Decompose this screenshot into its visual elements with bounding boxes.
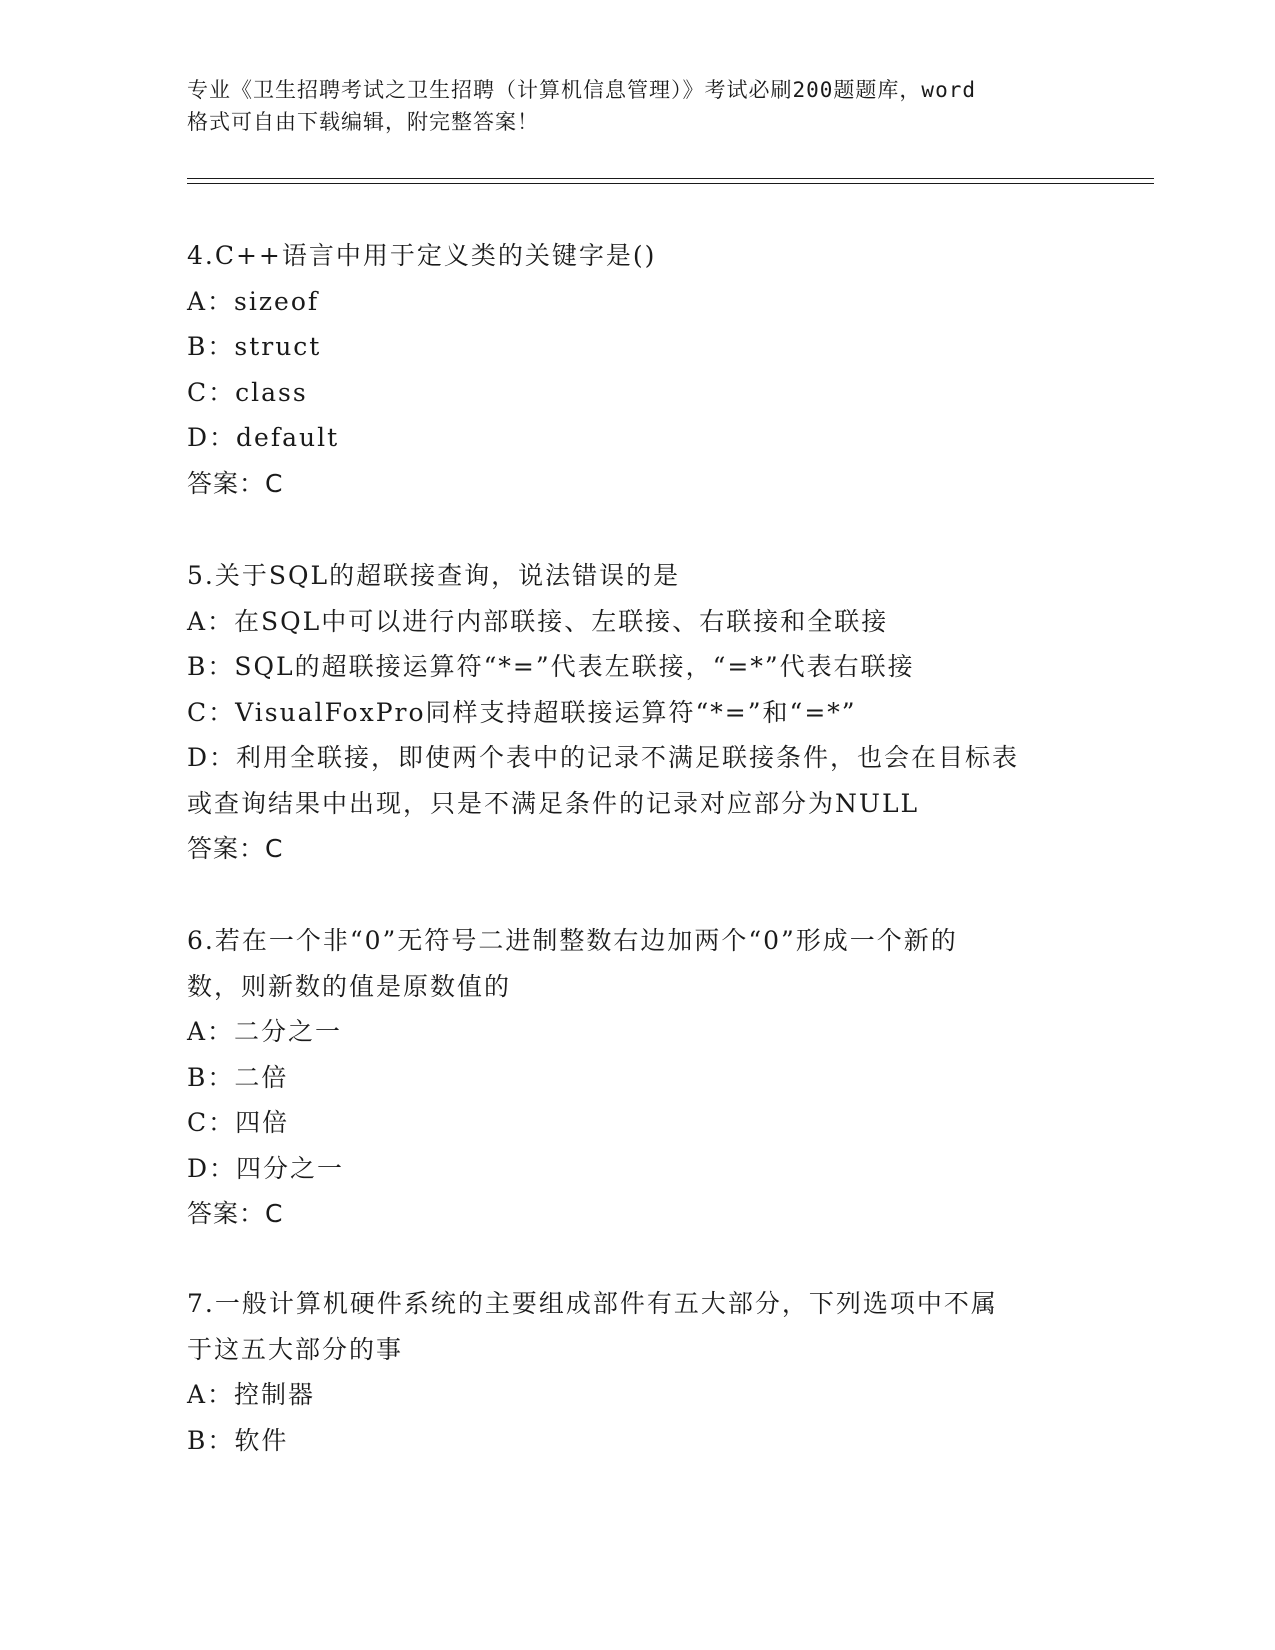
answer-label: 答案：C — [187, 468, 284, 498]
answer-label: 答案：C — [187, 834, 284, 863]
answer-label: 答案：C — [187, 1199, 284, 1228]
question-stem: 4.C++语言中用于定义类的关键字是() — [187, 241, 657, 270]
option-b: B：SQL的超联接运算符“*=”代表左联接，“=*”代表右联接 — [187, 652, 915, 681]
option-c: C：class — [187, 377, 308, 407]
option-c: C：四倍 — [187, 1108, 290, 1137]
question-stem: 6.若在一个非“0”无符号二进制整数右边加两个“0”形成一个新的 — [187, 926, 958, 955]
option-a: A：sizeof — [187, 286, 320, 316]
question-stem: 5.关于SQL的超联接查询，说法错误的是 — [187, 561, 681, 590]
question-stem: 7.一般计算机硬件系统的主要组成部件有五大部分，下列选项中不属 — [187, 1289, 998, 1318]
document-header — [187, 74, 1087, 138]
header-divider-bottom — [187, 183, 1154, 184]
option-b: B：二倍 — [187, 1062, 289, 1092]
question-stem-continued: 于这五大部分的事 — [187, 1334, 404, 1364]
option-d: D：四分之一 — [187, 1153, 345, 1183]
option-d-continued: 或查询结果中出现，只是不满足条件的记录对应部分为NULL — [187, 788, 920, 818]
header-line-1: 专业《卫生招聘考试之卫生招聘（计算机信息管理）》考试必刷200题题库，word — [187, 78, 976, 102]
option-a: A：控制器 — [187, 1380, 316, 1409]
option-c: C：VisualFoxPro同样支持超联接运算符“*=”和“=*” — [187, 697, 857, 727]
option-a: A：在SQL中可以进行内部联接、左联接、右联接和全联接 — [187, 606, 889, 636]
option-d: D：利用全联接，即使两个表中的记录不满足联接条件，也会在目标表 — [187, 743, 1020, 772]
question-5 — [187, 553, 1107, 872]
option-d: D：default — [187, 423, 340, 452]
header-divider-top — [187, 178, 1154, 179]
question-stem-continued: 数，则新数的值是原数值的 — [187, 971, 512, 1001]
option-b: B：软件 — [187, 1425, 289, 1455]
question-6 — [187, 918, 1107, 1237]
question-4 — [187, 233, 1107, 506]
option-b: B：struct — [187, 332, 322, 361]
question-7 — [187, 1281, 1107, 1463]
option-a: A：二分之一 — [187, 1017, 343, 1046]
header-line-2: 格式可自由下载编辑，附完整答案！ — [187, 110, 539, 134]
